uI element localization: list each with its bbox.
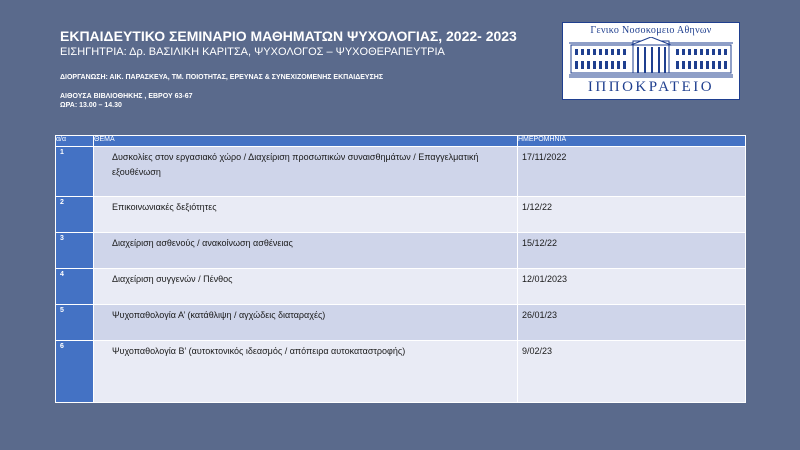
- table-header-row: [56, 136, 746, 147]
- table-row: [56, 305, 746, 341]
- row-number: 3: [56, 233, 94, 269]
- column-header-topic: ΘΕΜΑ: [94, 136, 518, 147]
- seminar-schedule-table: [55, 135, 746, 403]
- row-date: 15/12/22: [518, 233, 746, 269]
- row-topic: Διαχείριση ασθενούς / ανακοίνωση ασθένειας: [94, 233, 518, 269]
- row-number: 5: [56, 305, 94, 341]
- logo-bottom-text: ΙΠΠΟΚΡΑΤΕΙΟ: [587, 79, 715, 95]
- row-date: 26/01/23: [518, 305, 746, 341]
- row-date: 9/02/23: [518, 341, 746, 403]
- column-header-num: α/α: [56, 136, 94, 147]
- building-icon: [567, 37, 735, 79]
- row-topic: Ψυχοπαθολογία Β’ (αυτοκτονικός ιδεασμός / απόπειρα αυτοκαταστροφής): [94, 341, 518, 403]
- table-row: [56, 269, 746, 305]
- table-row: [56, 147, 746, 197]
- hospital-logo: [562, 22, 740, 100]
- row-number: 6: [56, 341, 94, 403]
- venue-line: ΑΙΘΟΥΣΑ ΒΙΒΛΙΟΘΗΚΗΣ , ΕΒΡΟΥ 63-67: [60, 93, 193, 100]
- row-number: 4: [56, 269, 94, 305]
- row-date: 17/11/2022: [518, 147, 746, 197]
- organization-line: ΔΙΟΡΓΑΝΩΣΗ: ΑΙΚ. ΠΑΡΑΣΚΕΥΑ, ΤΜ. ΠΟΙΟΤΗΤΑΣ, ΕΡΕΥΝΑΣ & ΣΥΝΕΧΙΖΟΜΕΝΗΣ ΕΚΠΑΙΔΕΥΣΗΣ: [60, 74, 384, 81]
- row-topic: Ψυχοπαθολογία Α’ (κατάθλιψη / αγχώδεις διαταραχές): [94, 305, 518, 341]
- table-row: [56, 233, 746, 269]
- row-date: 1/12/22: [518, 197, 746, 233]
- column-header-date: ΗΜΕΡΟΜΗΝΙΑ: [518, 136, 746, 147]
- row-number: 2: [56, 197, 94, 233]
- row-topic: Διαχείριση συγγενών / Πένθος: [94, 269, 518, 305]
- header: [60, 28, 517, 110]
- table-row: [56, 341, 746, 403]
- logo-top-text: Γενικο Νοσοκομειο Αθηνων: [590, 25, 712, 36]
- row-date: 12/01/2023: [518, 269, 746, 305]
- seminar-title: ΕΚΠΑΙΔΕΥΤΙΚΟ ΣΕΜΙΝΑΡΙΟ ΜΑΘΗΜΑΤΩΝ ΨΥΧΟΛΟΓΙΑΣ, 2022- 2023: [60, 28, 517, 44]
- row-number: 1: [56, 147, 94, 197]
- time-line: ΩΡΑ: 13.00 – 14.30: [60, 102, 122, 109]
- row-topic: Δυσκολίες στον εργασιακό χώρο / Διαχείριση προσωπικών συναισθημάτων / Επαγγελματική εξουθένωση: [94, 147, 518, 197]
- table-row: [56, 197, 746, 233]
- row-topic: Επικοινωνιακές δεξιότητες: [94, 197, 518, 233]
- speaker-line: ΕΙΣΗΓΗΤΡΙΑ: Δρ. ΒΑΣΙΛΙΚΗ ΚΑΡΙΤΣΑ, ΨΥΧΟΛΟΓΟΣ – ΨΥΧΟΘΕΡΑΠΕΥΤΡΙΑ: [60, 46, 445, 58]
